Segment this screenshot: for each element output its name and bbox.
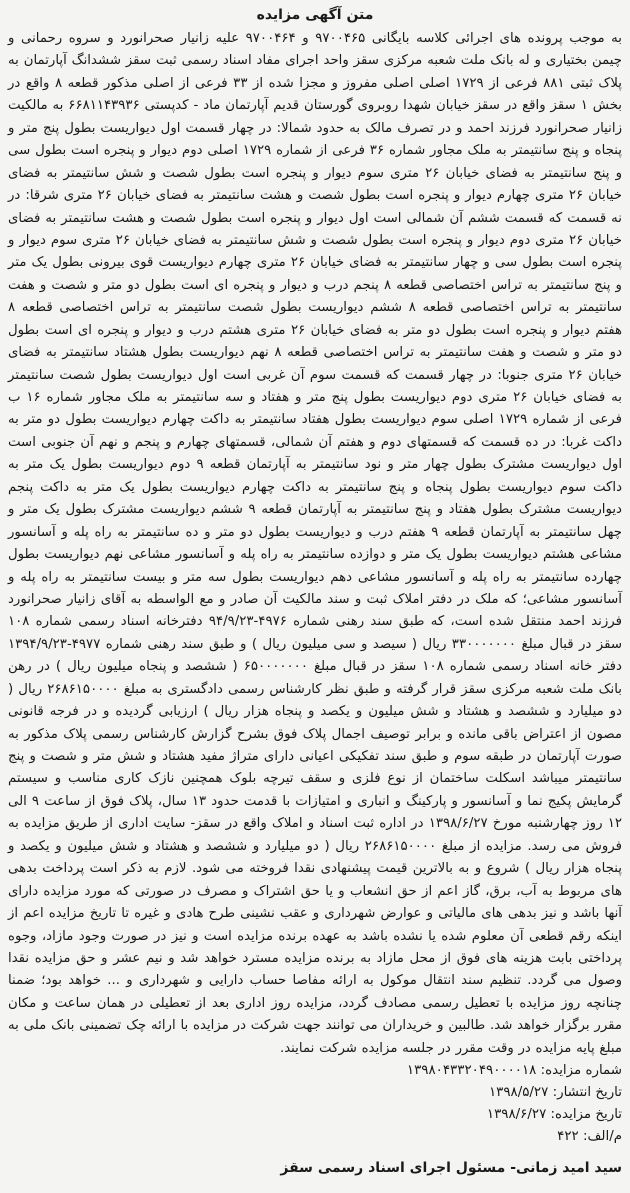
notice-meta: [8, 1060, 622, 1148]
auction-number-row: [8, 1060, 622, 1082]
auction-number: ۱۳۹۸۰۴۳۳۲۰۴۹۰۰۰۰۱۸: [406, 1063, 537, 1079]
notice-title: متن آگهی مزایده: [256, 7, 374, 23]
auction-number-label: شماره مزایده:: [540, 1063, 622, 1079]
ref-label: م/الف:: [583, 1129, 622, 1145]
publish-date: ۱۳۹۸/۵/۲۷: [488, 1085, 549, 1101]
notice-body: به موجب پرونده های اجرائی کلاسه بایگانی ۹۷۰۰۴۶۵ و ۹۷۰۰۴۶۴ علیه زانیار صحرانورد و سروه رحمانی و چیمن بختیاری و له بانک ملت شعبه مرکزی سقز واحد اجرای مفاد اسناد رسمی ثبت سقز ششدانگ آپارتمان به پلاک ثبتی ۸۸۱ فرعی از ۱۷۲۹ اصلی اصلی مفروز و مجزا شده از ۳۳ فرعی از اصلی مذکور قطعه ۸ واقع در بخش ۱ سقز واقع در سقز خیابان شهدا روبروی گورستان قدیم آپارتمان ماد - کدپستی ۶۶۸۱۱۴۳۹۳۶ به مالکیت زانیار صحرانورد فرزند احمد و در تصرف مالک به حدود شمالا: در چهار قسمت اول دیواریست بطول پنج متر و پنجاه و پنج سانتیمتر به ملک مجاور شماره ۳۶ فرعی از شماره ۱۷۲۹ اصلی دوم دیوار و پنجره است بطول سی و پنج سانتیمتر به فضای خیابان ۲۶ متری سوم دیوار و پنجره است بطول شصت و شش سانتیمتر به فضای خیابان ۲۶ متری چهارم دیوار و پنجره است بطول شصت و هشت سانتیمتر به فضای خیابان ۲۶ متری شرقا: در نه قسمت که قسمت ششم آن شمالی است اول دیوار و پنجره است بطول شصت و هشت سانتیمتر به فضای خیابان ۲۶ متری دوم دیوار و پنجره است بطول شصت و شش سانتیمتر به فضای خیابان ۲۶ متری سوم دیوار و پنجره است بطول سی و چهار سانتیمتر به فضای خیابان ۲۶ متری چهارم دیواریست قوی بیرونی بطول یک متر و پنج سانتیمتر به تراس اختصاصی قطعه ۸ پنجم درب و دیوار و پنجره ای است بطول دو متر و شصت و هفت سانتیمتر به تراس اختصاصی قطعه ۸ ششم دیواریست بطول شصت سانتیمتر به تراس اختصاصی قطعه ۸ هفتم دیوار و پنجره است بطول دو متر به فضای خیابان ۲۶ متری هشتم درب و دیوار و پنجره ای است بطول دو متر و شصت و هفت سانتیمتر به تراس اختصاصی قطعه ۸ نهم دیواریست بطول هشتاد سانتیمتر به فضای خیابان ۲۶ متری جنوبا: در چهار قسمت که قسمت سوم آن غربی است اول دیواریست بطول شصت سانتیمتر به فضای خیابان ۲۶ متری دوم دیواریست بطول پنج متر و هفتاد و سه سانتیمتر به ملک مجاور شماره ۱۶ ب فرعی از شماره ۱۷۲۹ اصلی سوم دیواریست بطول هفتاد سانتیمتر به داکت چهارم دیواریست بطول دو متر به داکت غربا: در ده قسمت که قسمتهای دوم و هفتم آن شمالی، قسمتهای چهارم و پنجم و نهم آن جنوبی است اول دیواریست مشترک بطول چهار متر و نود سانتیمتر به آپارتمان قطعه ۹ دوم دیواریست بطول یک متر به داکت سوم دیواریست بطول پنجاه و پنج سانتیمتر به داکت چهارم دیواریست بطول یک متر به داکت پنجم دیواریست مشترک بطول هفتاد و پنج سانتیمتر به آپارتمان قطعه ۹ ششم دیواریست مشترک بطول یک متر و چهل سانتیمتر به آپارتمان قطعه ۹ هفتم درب و دیواریست بطول دو متر و ده سانتیمتر به راه پله و آسانسور مشاعی هشتم دیواریست بطول یک متر و دوازده سانتیمتر به راه پله و آسانسور مشاعی نهم دیواریست بطول چهارده سانتیمتر به راه پله و آسانسور مشاعی دهم دیواریست بطول سه متر و بیست سانتیمتر به راه پله و آسانسور مشاعی؛ که ملک در دفتر املاک ثبت و سند مالکیت آن صادر و مع الواسطه به آقای زانیار صحرانورد فرزند احمد منتقل شده است، که طبق سند رهنی شماره ۴۹۷۶-۹۴/۹/۲۳ دفترخانه اسناد رسمی شماره ۱۰۸ سقز در قبال مبلغ ۳۳۰۰۰۰۰۰۰ ریال ( سیصد و سی میلیون ریال ) و طبق سند رهنی شماره ۴۹۷۷-۱۳۹۴/۹/۲۳ دفتر خانه اسناد رسمی شماره ۱۰۸ سقز در قبال مبلغ ۶۵۰۰۰۰۰۰۰ ( ششصد و پنجاه میلیون ریال ) در رهن بانک ملت شعبه مرکزی سقز قرار گرفته و طبق نظر کارشناس رسمی دادگستری به مبلغ ۲۶۸۶۱۵۰۰۰۰ ریال ( دو میلیارد و ششصد و هشتاد و شش میلیون و یکصد و پنجاه هزار ریال ) ارزیابی گردیده و در فرجه قانونی مصون از اعتراض باقی مانده و برابر توصیف اجمال پلاک فوق بشرح گزارش کارشناس رسمی پلاک مذکور به صورت آپارتمان در طبقه سوم و طبق سند تفکیکی اعیانی دارای متراژ مفید هشتاد و شش متر و شصت و پنج سانتیمتر میباشد اسکلت ساختمان از نوع فلزی و سقف تیرچه بلوک همچنین نازک کاری مناسب و سیستم گرمایش پکیج نما و آسانسور و پارکینگ و انباری و امتیازات با قدمت حدود ۱۳ سال، پلاک فوق از ساعت ۹ الی ۱۲ روز چهارشنبه مورخ ۱۳۹۸/۶/۲۷ در اداره ثبت اسناد و املاک واقع در سقز- سایت اداری از طریق مزایده به فروش می رسد. مزایده از مبلغ ۲۶۸۶۱۵۰۰۰۰ ریال ( دو میلیارد و ششصد و هشتاد و شش میلیون و یکصد و پنجاه هزار ریال ) شروع و به بالاترین قیمت پیشنهادی نقدا فروخته می شود. لازم به ذکر است پرداخت بدهی های مربوط به آب، برق، گاز اعم از حق انشعاب و یا حق اشتراک و مصرف در صورتی که مورد مزایده دارای آنها باشد و نیز بدهی های مالیاتی و عوارض شهرداری و عقب نشینی طرح هادی و غیره تا تاریخ مزایده اعم از اینکه رقم قطعی آن معلوم شده یا نشده باشد به عهده برنده مزایده است و نیز در صورت وجود مازاد، وجوه پرداختی بابت هزینه های فوق از محل مازاد به برنده مزایده مسترد خواهد شد و نیم عشر و حق مزایده نقدا وصول می گردد. تنظیم سند انتقال موکول به ارائه مفاصا حساب دارایی و شهرداری و ... خواهد بود؛ ضمنا چنانچه روز مزایده با تعطیل رسمی مصادف گردد، مزایده روز اداری بعد از تعطیلی در همان ساعت و مکان مقرر برگزار خواهد شد. طالبین و خریداران می توانند جهت شرکت در مزایده با ارائه چک تضمینی بانک ملی به مبلغ پایه مزایده در وقت مقرر در جلسه مزایده شرکت نمایند.: [8, 31, 623, 1056]
auction-date-label: تاریخ مزایده:: [550, 1107, 622, 1123]
signature: سید امید زمانی- مسئول اجرای اسناد رسمی سقز: [280, 1160, 622, 1177]
ref-number: ۴۲۲: [557, 1129, 579, 1145]
auction-date: ۱۳۹۸/۶/۲۷: [486, 1107, 547, 1123]
publish-date-label: تاریخ انتشار:: [552, 1085, 622, 1101]
auction-date-row: [8, 1104, 622, 1126]
publish-date-row: [8, 1082, 622, 1104]
ref-row: [8, 1126, 622, 1148]
